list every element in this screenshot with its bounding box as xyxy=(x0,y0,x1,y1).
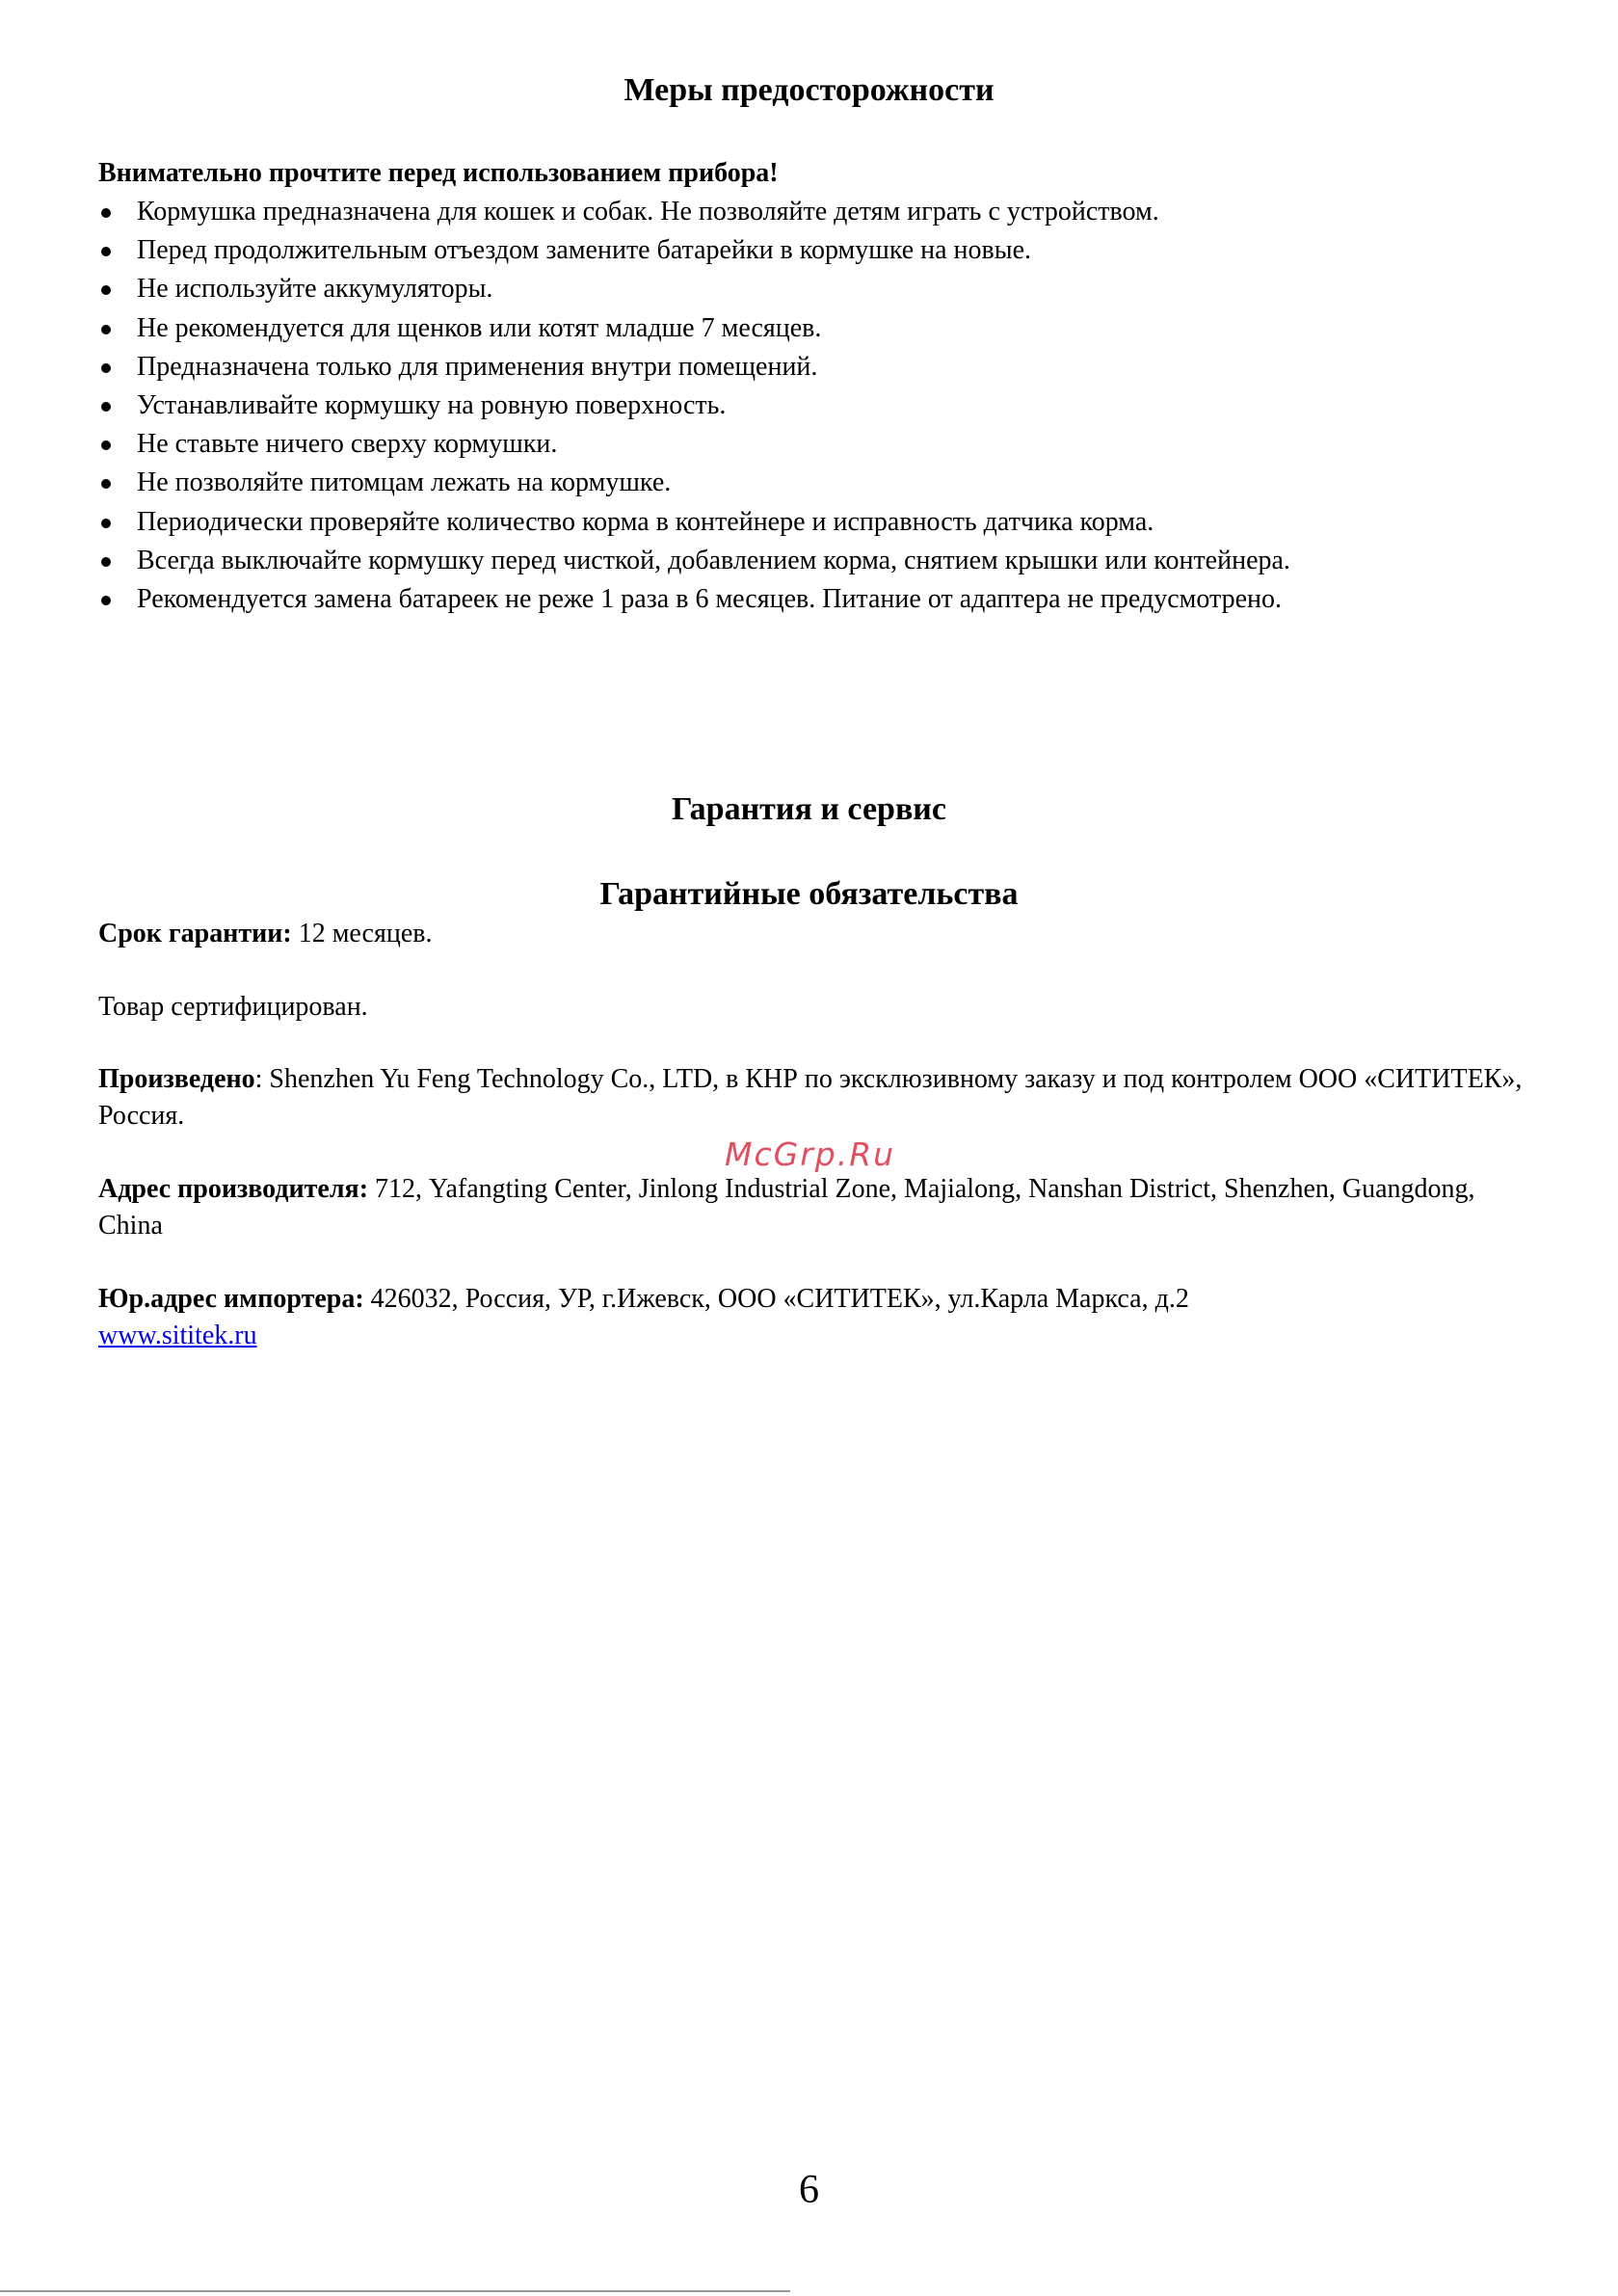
list-item: Не используйте аккумуляторы. xyxy=(98,270,1544,308)
bullet-icon xyxy=(101,363,111,373)
list-item: Не рекомендуется для щенков или котят младше 7 месяцев. xyxy=(98,309,1544,348)
bullet-icon xyxy=(101,208,111,218)
bullet-icon xyxy=(101,441,111,450)
bullet-icon xyxy=(101,325,111,334)
list-item: Периодически проверяйте количество корма в контейнере и исправность датчика корма. xyxy=(98,503,1544,542)
bullet-icon xyxy=(101,479,111,489)
warranty-title: Гарантия и сервис xyxy=(672,791,946,827)
precautions-title: Меры предосторожности xyxy=(623,72,995,108)
website-link[interactable]: www.sititek.ru xyxy=(98,1321,257,1350)
bullet-icon xyxy=(101,285,111,295)
certified-note: Товар сертифицирован. xyxy=(98,992,368,1022)
list-item: Перед продолжительным отъездом замените батарейки в кормушке на новые. xyxy=(98,231,1544,270)
list-item: Не ставьте ничего сверху кормушки. xyxy=(98,425,1544,464)
bullet-icon xyxy=(101,557,111,567)
bullet-icon xyxy=(101,519,111,528)
list-item: Устанавливайте кормушку на ровную поверхность. xyxy=(98,387,1544,425)
bullet-icon xyxy=(101,247,111,256)
list-item: Не позволяйте питомцам лежать на кормушке. xyxy=(98,464,1544,502)
list-item: Кормушка предназначена для кошек и собак. Не позволяйте детям играть с устройством. xyxy=(98,193,1544,231)
warranty-term: Срок гарантии: 12 месяцев. xyxy=(98,919,433,948)
bullet-icon xyxy=(101,596,111,605)
produced-info: Произведено: Shenzhen Yu Feng Technology Co., LTD, в КНР по эксклюзивному заказу и под контролем ООО «СИТИТЕК», Россия. xyxy=(98,1064,1523,1131)
bullet-icon xyxy=(101,402,111,412)
list-item: Рекомендуется замена батареек не реже 1 раза в 6 месяцев. Питание от адаптера не предусмотрено. xyxy=(98,580,1544,619)
warranty-subtitle: Гарантийные обязательства xyxy=(599,876,1019,912)
watermark: McGrp.Ru xyxy=(725,1135,896,1173)
footer-divider xyxy=(0,2290,790,2292)
precautions-intro: Внимательно прочтите перед использованием прибора! xyxy=(98,158,779,188)
list-item: Всегда выключайте кормушку перед чисткой, добавлением корма, снятием крышки или контейнера. xyxy=(98,542,1544,580)
list-item: Предназначена только для применения внутри помещений. xyxy=(98,348,1544,387)
importer-address: Юр.адрес импортера: 426032, Россия, УР, г.Ижевск, ООО «СИТИТЕК», ул.Карла Маркса, д.2 www.sititek.ru xyxy=(98,1284,1189,1350)
manufacturer-address: Адрес производителя: 712, Yafangting Center, Jinlong Industrial Zone, Majialong, Nanshan District, Shenzhen, Guangdong, China xyxy=(98,1174,1475,1241)
precautions-list xyxy=(98,193,1544,619)
page-number: 6 xyxy=(799,2168,819,2212)
